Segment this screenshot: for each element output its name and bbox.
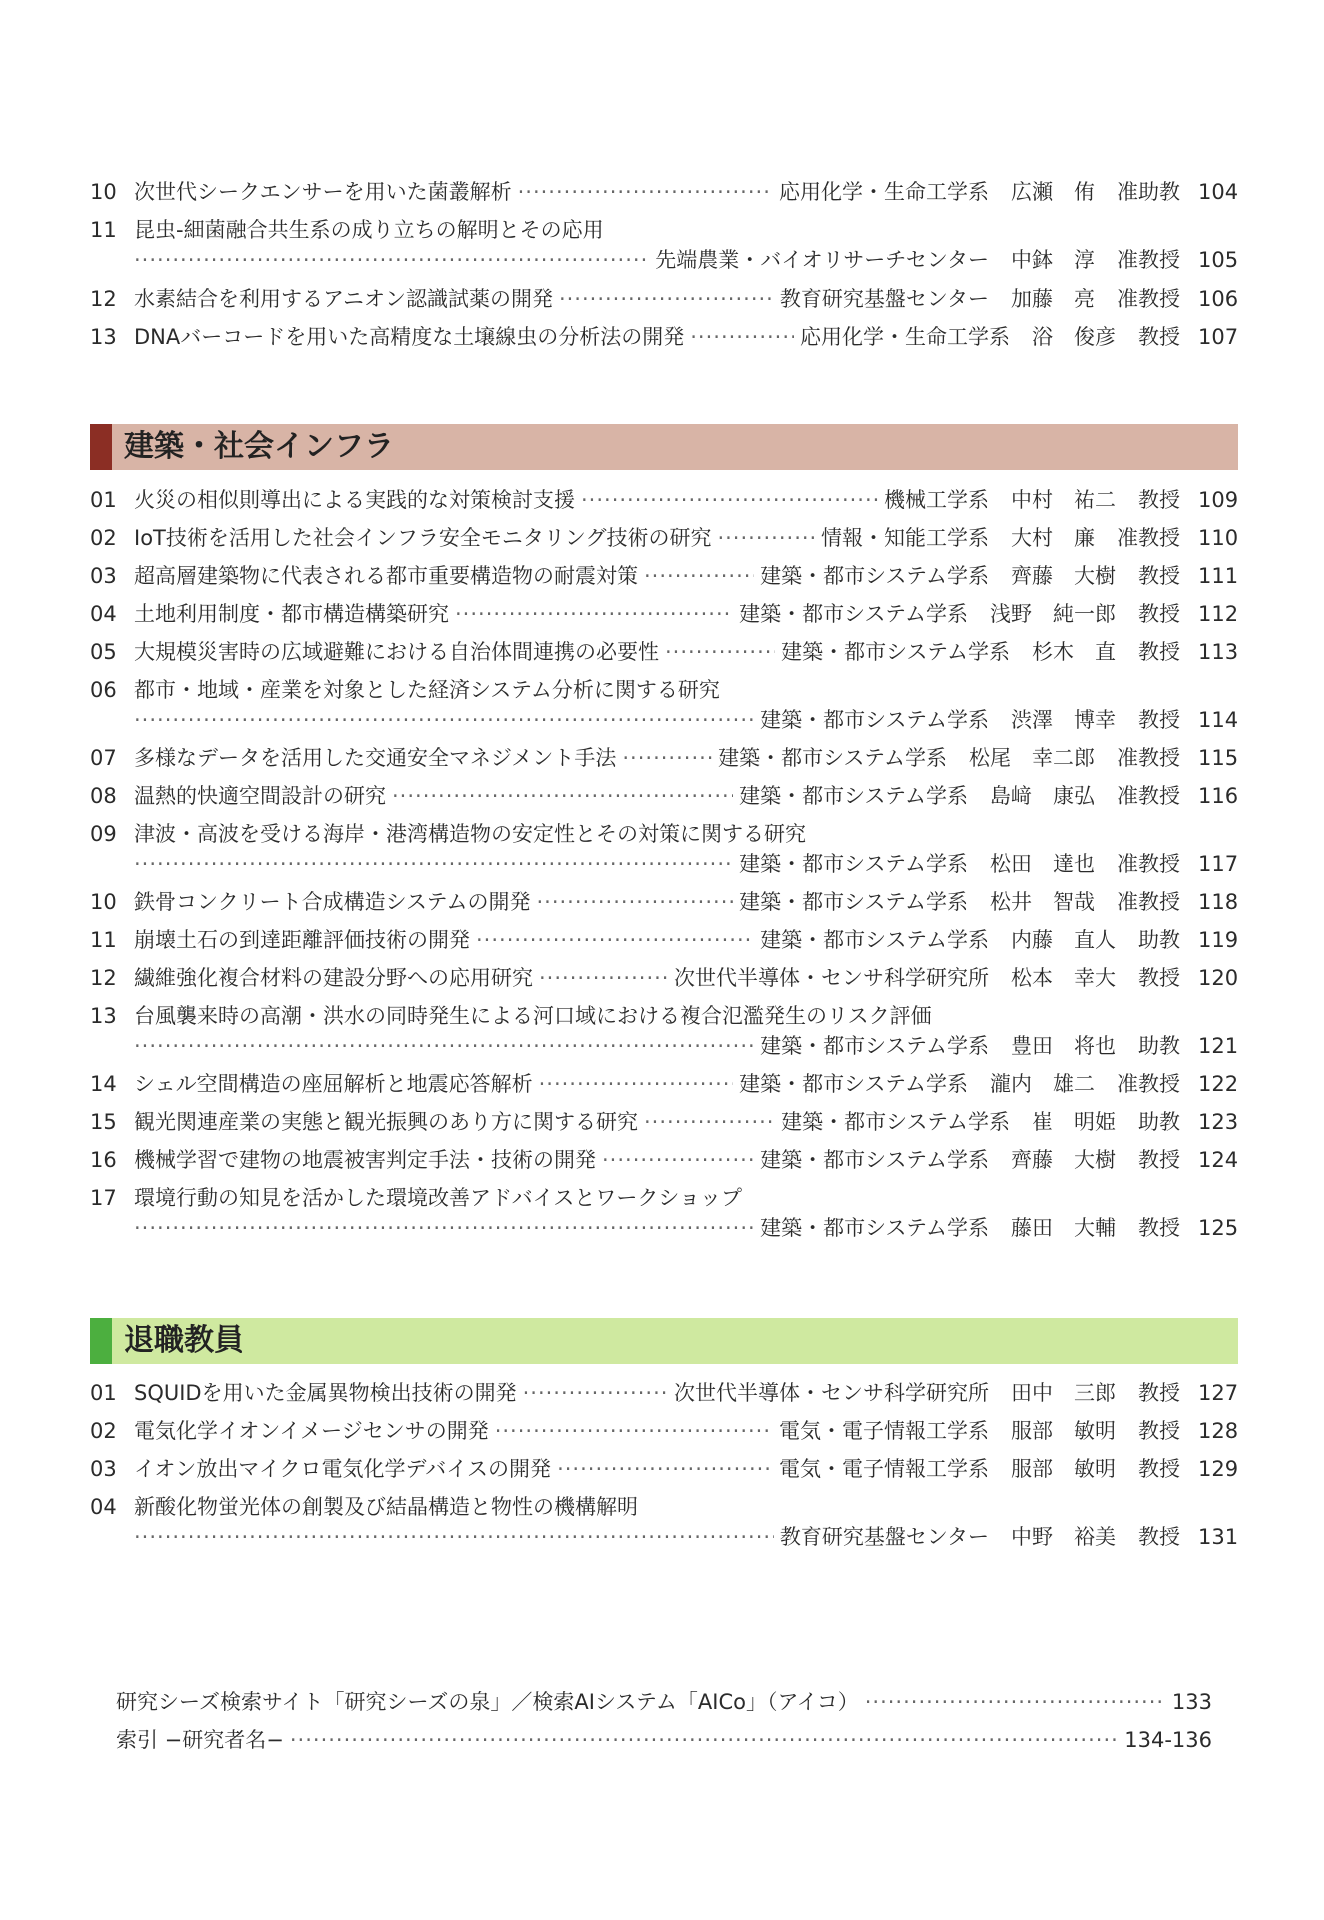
- dot-leader: [134, 1522, 774, 1552]
- entry-researcher: 松田 達也: [990, 852, 1095, 876]
- list-item: [90, 177, 1238, 207]
- entry-page: 116: [1198, 784, 1238, 808]
- list-item: [90, 1069, 1238, 1099]
- entry-number: 01: [90, 1381, 117, 1405]
- entry-researcher: 中村 祐二: [1011, 488, 1116, 512]
- entry-department: 建築・都市システム学系: [760, 1148, 989, 1172]
- entry-page: 131: [1198, 1525, 1238, 1549]
- entry-rank: 教授: [1138, 966, 1180, 990]
- entry-rank: 教授: [1138, 564, 1180, 588]
- entry-title: 温熱的快適空間設計の研究: [134, 784, 386, 808]
- footer-item-index[interactable]: [116, 1725, 1212, 1755]
- dot-leader: [290, 1725, 1118, 1755]
- list-item: [90, 887, 1238, 917]
- dot-leader: [602, 1145, 754, 1175]
- list-item: [90, 1416, 1238, 1446]
- entry-researcher: 田中 三郎: [1011, 1381, 1116, 1405]
- entry-rank: 助教: [1138, 1034, 1180, 1058]
- list-item: [90, 1001, 1238, 1061]
- entry-researcher: 松尾 幸二郎: [969, 746, 1095, 770]
- entry-rank: 准助教: [1117, 180, 1180, 204]
- entry-title: イオン放出マイクロ電気化学デバイスの開発: [134, 1457, 552, 1481]
- entry-rank: 教授: [1138, 708, 1180, 732]
- entry-department: 建築・都市システム学系: [739, 1072, 968, 1096]
- list-item: [90, 1107, 1238, 1137]
- list-item: [90, 1492, 1238, 1552]
- entry-page: 104: [1198, 180, 1238, 204]
- entry-rank: 准教授: [1117, 1072, 1180, 1096]
- entry-rank: 准教授: [1117, 248, 1180, 272]
- entry-researcher: 松本 幸大: [1011, 966, 1116, 990]
- entry-rank: 准教授: [1117, 746, 1180, 770]
- entry-department: 次世代半導体・センサ科学研究所: [674, 1381, 989, 1405]
- entry-department: 建築・都市システム学系: [760, 564, 989, 588]
- entry-number: 08: [90, 784, 117, 808]
- entry-department: 建築・都市システム学系: [781, 1110, 1010, 1134]
- list-item: [90, 284, 1238, 314]
- entry-rank: 助教: [1138, 1110, 1180, 1134]
- entry-researcher: 大村 廉: [1011, 526, 1095, 550]
- footer-page: 133: [1171, 1690, 1212, 1714]
- dot-leader: [644, 561, 754, 591]
- entry-number: 07: [90, 746, 117, 770]
- entry-page: 114: [1198, 708, 1238, 732]
- footer-page: 134-136: [1124, 1728, 1212, 1752]
- entry-page: 121: [1198, 1034, 1238, 1058]
- entry-department: 教育研究基盤センター: [779, 1525, 989, 1549]
- list-item: [90, 599, 1238, 629]
- entry-researcher: 広瀬 侑: [1011, 180, 1095, 204]
- entry-title: IoT技術を活用した社会インフラ安全モニタリング技術の研究: [134, 526, 712, 550]
- entry-number: 04: [90, 1495, 117, 1519]
- entry-number: 03: [90, 564, 117, 588]
- entry-title: 昆虫-細菌融合共生系の成り立ちの解明とその応用: [134, 218, 604, 242]
- dot-leader: [665, 637, 775, 667]
- entry-number: 14: [90, 1072, 117, 1096]
- list-item: [90, 485, 1238, 515]
- dot-leader: [495, 1416, 773, 1446]
- entry-title: 電気化学イオンイメージセンサの開発: [134, 1419, 489, 1443]
- entry-researcher: 中鉢 淳: [1011, 248, 1095, 272]
- list-item: [90, 215, 1238, 275]
- dot-leader: [455, 599, 733, 629]
- dot-leader: [581, 485, 878, 515]
- entry-number: 12: [90, 287, 117, 311]
- dot-leader: [539, 1069, 734, 1099]
- entry-page: 106: [1198, 287, 1238, 311]
- entry-page: 113: [1198, 640, 1238, 664]
- entry-number: 04: [90, 602, 117, 626]
- entry-department: 建築・都市システム学系: [739, 784, 968, 808]
- entry-department: 建築・都市システム学系: [760, 708, 989, 732]
- entry-researcher: 浴 俊彦: [1032, 325, 1116, 349]
- list-item: [90, 743, 1238, 773]
- entry-department: 電気・電子情報工学系: [779, 1457, 989, 1481]
- entry-department: 電気・電子情報工学系: [779, 1419, 989, 1443]
- entry-number: 01: [90, 488, 117, 512]
- entry-number: 13: [90, 325, 117, 349]
- entry-title: 土地利用制度・都市構造構築研究: [134, 602, 449, 626]
- entry-department: 建築・都市システム学系: [739, 890, 968, 914]
- entry-title: 新酸化物蛍光体の創製及び結晶構造と物性の機構解明: [134, 1495, 638, 1519]
- entry-rank: 教授: [1138, 640, 1180, 664]
- entry-researcher: 浅野 純一郎: [990, 602, 1116, 626]
- entry-number: 15: [90, 1110, 117, 1134]
- section-band: [112, 1318, 1238, 1364]
- section-accent-bar: [90, 424, 112, 470]
- entry-researcher: 藤田 大輔: [1011, 1216, 1116, 1240]
- entry-rank: 教授: [1138, 1457, 1180, 1481]
- dot-leader: [523, 1378, 668, 1408]
- section-header-infrastructure: [90, 424, 1238, 470]
- entry-researcher: 服部 敏明: [1011, 1457, 1116, 1481]
- entry-department: 建築・都市システム学系: [739, 852, 968, 876]
- dot-leader: [557, 1454, 773, 1484]
- list-item: [90, 637, 1238, 667]
- entry-number: 06: [90, 678, 117, 702]
- entry-page: 107: [1198, 325, 1238, 349]
- entry-title: 水素結合を利用するアニオン認識試薬の開発: [134, 287, 553, 311]
- entry-page: 110: [1198, 526, 1238, 550]
- entry-title: DNAバーコードを用いた高精度な土壌線虫の分析法の開発: [134, 325, 685, 349]
- entry-rank: 教授: [1138, 1525, 1180, 1549]
- entry-number: 12: [90, 966, 117, 990]
- list-item: [90, 1145, 1238, 1175]
- entry-page: 118: [1198, 890, 1238, 914]
- entry-number: 02: [90, 526, 117, 550]
- dot-leader: [134, 705, 754, 735]
- entry-department: 機械工学系: [884, 488, 989, 512]
- entry-title: 観光関連産業の実態と観光振興のあり方に関する研究: [134, 1110, 638, 1134]
- entry-rank: 教授: [1138, 1148, 1180, 1172]
- entry-number: 10: [90, 890, 117, 914]
- entry-researcher: 崔 明姫: [1032, 1110, 1116, 1134]
- dot-leader: [134, 1031, 754, 1061]
- dot-leader: [392, 781, 733, 811]
- entry-number: 16: [90, 1148, 117, 1172]
- entry-page: 119: [1198, 928, 1238, 952]
- entry-department: 建築・都市システム学系: [718, 746, 947, 770]
- entry-title: SQUIDを用いた金属異物検出技術の開発: [134, 1381, 517, 1405]
- list-item: [90, 925, 1238, 955]
- entry-researcher: 服部 敏明: [1011, 1419, 1116, 1443]
- entry-number: 02: [90, 1419, 117, 1443]
- entry-page: 120: [1198, 966, 1238, 990]
- entry-title: 多様なデータを活用した交通安全マネジメント手法: [134, 746, 617, 770]
- entry-researcher: 瀧内 雄二: [990, 1072, 1095, 1096]
- dot-leader: [134, 849, 733, 879]
- entry-title: 次世代シークエンサーを用いた菌叢解析: [134, 180, 512, 204]
- entry-page: 128: [1198, 1419, 1238, 1443]
- dot-leader: [559, 284, 774, 314]
- entry-department: 応用化学・生命工学系: [800, 325, 1010, 349]
- dot-leader: [476, 925, 754, 955]
- entry-rank: 教授: [1138, 1216, 1180, 1240]
- entry-researcher: 杉木 直: [1032, 640, 1116, 664]
- dot-leader: [134, 245, 649, 275]
- entry-title: 台風襲来時の高潮・洪水の同時発生による河口域における複合氾濫発生のリスク評価: [134, 1004, 932, 1028]
- entry-department: 次世代半導体・センサ科学研究所: [674, 966, 989, 990]
- entry-department: 教育研究基盤センター: [779, 287, 989, 311]
- dot-leader: [690, 322, 794, 352]
- entry-title: 崩壊土石の到達距離評価技術の開発: [134, 928, 470, 952]
- section-title: 退職教員: [124, 1323, 244, 1358]
- entry-department: 建築・都市システム学系: [760, 928, 989, 952]
- list-item: [90, 1183, 1238, 1243]
- entry-rank: 准教授: [1117, 287, 1180, 311]
- entry-researcher: 島﨑 康弘: [990, 784, 1095, 808]
- entry-researcher: 松井 智哉: [990, 890, 1095, 914]
- footer-title: 索引 −研究者名−: [116, 1728, 284, 1752]
- entry-page: 123: [1198, 1110, 1238, 1134]
- entry-rank: 助教: [1138, 928, 1180, 952]
- entry-rank: 准教授: [1117, 526, 1180, 550]
- entry-title: 都市・地域・産業を対象とした経済システム分析に関する研究: [134, 678, 720, 702]
- dot-leader: [717, 523, 815, 553]
- section-accent-bar: [90, 1318, 112, 1364]
- list-item: [90, 675, 1238, 735]
- entry-department: 先端農業・バイオリサーチセンター: [655, 248, 989, 272]
- entry-number: 03: [90, 1457, 117, 1481]
- entry-rank: 准教授: [1117, 784, 1180, 808]
- entry-department: 応用化学・生命工学系: [779, 180, 989, 204]
- list-item: [90, 1454, 1238, 1484]
- footer-item-seeds-site[interactable]: [116, 1687, 1212, 1717]
- entry-number: 13: [90, 1004, 117, 1028]
- entry-title: 津波・高波を受ける海岸・港湾構造物の安定性とその対策に関する研究: [134, 822, 806, 846]
- entry-title: 鉄骨コンクリート合成構造システムの開発: [134, 890, 531, 914]
- entry-title: 超高層建築物に代表される都市重要構造物の耐震対策: [134, 564, 638, 588]
- entry-rank: 准教授: [1117, 852, 1180, 876]
- entry-page: 127: [1198, 1381, 1238, 1405]
- entry-title: 環境行動の知見を活かした環境改善アドバイスとワークショップ: [134, 1186, 742, 1210]
- entry-number: 09: [90, 822, 117, 846]
- entry-department: 建築・都市システム学系: [760, 1034, 989, 1058]
- entry-page: 129: [1198, 1457, 1238, 1481]
- entry-rank: 教授: [1138, 488, 1180, 512]
- entry-rank: 准教授: [1117, 890, 1180, 914]
- entry-number: 05: [90, 640, 117, 664]
- entry-rank: 教授: [1138, 325, 1180, 349]
- entry-department: 情報・知能工学系: [821, 526, 989, 550]
- list-item: [90, 819, 1238, 879]
- section-header-retired-faculty: [90, 1318, 1238, 1364]
- entry-number: 17: [90, 1186, 117, 1210]
- dot-leader: [518, 177, 773, 207]
- list-item: [90, 322, 1238, 352]
- entry-rank: 教授: [1138, 1381, 1180, 1405]
- entry-number: 11: [90, 218, 117, 242]
- entry-page: 112: [1198, 602, 1238, 626]
- dot-leader: [622, 743, 712, 773]
- dot-leader: [644, 1107, 775, 1137]
- entry-researcher: 加藤 亮: [1011, 287, 1095, 311]
- dot-leader: [134, 1213, 754, 1243]
- entry-researcher: 渋澤 博幸: [1011, 708, 1116, 732]
- entry-department: 建築・都市システム学系: [739, 602, 968, 626]
- entry-page: 117: [1198, 852, 1238, 876]
- list-item: [90, 523, 1238, 553]
- entry-page: 124: [1198, 1148, 1238, 1172]
- entry-title: 繊維強化複合材料の建設分野への応用研究: [134, 966, 533, 990]
- entry-title: シェル空間構造の座屈解析と地震応答解析: [134, 1072, 533, 1096]
- dot-leader: [539, 963, 668, 993]
- entry-researcher: 齊藤 大樹: [1011, 1148, 1116, 1172]
- list-item: [90, 561, 1238, 591]
- entry-rank: 教授: [1138, 602, 1180, 626]
- list-item: [90, 963, 1238, 993]
- entry-page: 115: [1198, 746, 1238, 770]
- entry-researcher: 内藤 直人: [1011, 928, 1116, 952]
- list-item: [90, 781, 1238, 811]
- entry-number: 11: [90, 928, 117, 952]
- dot-leader: [536, 887, 733, 917]
- list-item: [90, 1378, 1238, 1408]
- entry-researcher: 齊藤 大樹: [1011, 564, 1116, 588]
- entry-researcher: 豊田 将也: [1011, 1034, 1116, 1058]
- entry-page: 109: [1198, 488, 1238, 512]
- entry-page: 111: [1198, 564, 1238, 588]
- entry-title: 大規模災害時の広域避難における自治体間連携の必要性: [134, 640, 659, 664]
- entry-title: 火災の相似則導出による実践的な対策検討支援: [134, 488, 575, 512]
- entry-title: 機械学習で建物の地震被害判定手法・技術の開発: [134, 1148, 596, 1172]
- entry-researcher: 中野 裕美: [1011, 1525, 1116, 1549]
- entry-department: 建築・都市システム学系: [760, 1216, 989, 1240]
- entry-number: 10: [90, 180, 117, 204]
- entry-department: 建築・都市システム学系: [781, 640, 1010, 664]
- entry-page: 125: [1198, 1216, 1238, 1240]
- footer-title: 研究シーズ検索サイト「研究シーズの泉」／検索AIシステム「AICo」（アイコ）: [116, 1690, 859, 1714]
- dot-leader: [865, 1687, 1166, 1717]
- section-title: 建築・社会インフラ: [124, 429, 394, 464]
- entry-page: 105: [1198, 248, 1238, 272]
- entry-page: 122: [1198, 1072, 1238, 1096]
- entry-rank: 教授: [1138, 1419, 1180, 1443]
